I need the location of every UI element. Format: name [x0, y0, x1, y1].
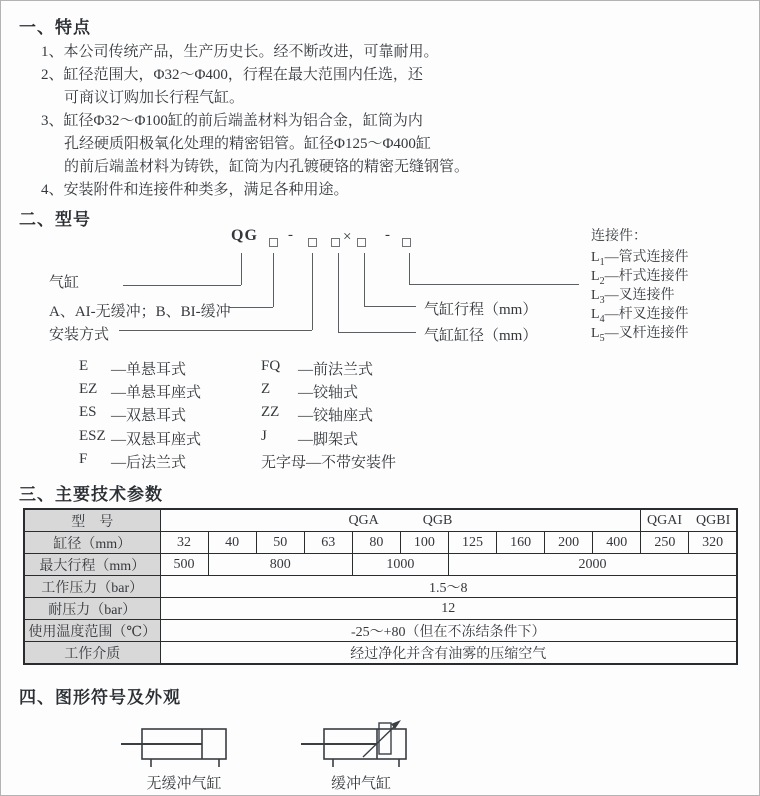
mounting-name: —双悬耳式	[111, 408, 187, 424]
feature-line: 2、缸径范围大，Φ32～Φ400，行程在最大范围内任选，还	[41, 67, 423, 83]
spec-row-stroke	[24, 554, 737, 576]
mounting-name: —单悬耳式	[111, 362, 187, 378]
legend-bore: 气缸缸径（mm）	[424, 328, 538, 344]
spec-cell: 320	[689, 532, 737, 554]
spec-cell: 12	[160, 598, 737, 620]
cushioned-cylinder-symbol	[291, 716, 421, 771]
connector-code: L	[591, 326, 600, 341]
mounting-code: ZZ	[261, 404, 280, 420]
leader-line	[273, 253, 274, 307]
connector-code-sub: 5	[599, 332, 605, 344]
connector-desc: —杆式连接件	[604, 269, 689, 284]
spec-cell: 经过净化并含有油雾的压缩空气	[160, 642, 737, 665]
mounting-name: —后法兰式	[111, 455, 187, 471]
connector-code-sub: 3	[599, 294, 605, 306]
cushioned-cylinder-label: 缓冲气缸	[330, 776, 391, 792]
section-heading-specs: 三、主要技术参数	[19, 485, 163, 504]
leader-line	[364, 306, 416, 307]
spec-cell: 125	[448, 532, 496, 554]
leader-line	[364, 253, 365, 306]
feature-line: 孔经硬质阳极氧化处理的精密铝管。缸径Φ125～Φ400缸	[64, 136, 431, 152]
leader-line	[241, 253, 242, 285]
spec-cell: 200	[545, 532, 593, 554]
connector-desc: —管式连接件	[604, 250, 689, 265]
spec-model-group2	[641, 509, 737, 532]
spec-row-label: 缸径（mm）	[24, 532, 160, 554]
feature-line: 的前后端盖材料为铸铁，缸筒为内孔镀硬铬的精密无缝钢管。	[64, 159, 470, 175]
spec-row-temperature	[24, 620, 737, 642]
spec-row-label: 耐压力（bar）	[24, 598, 160, 620]
spec-cell: 800	[208, 554, 352, 576]
connectors-heading: 连接件：	[591, 229, 647, 244]
spec-model-group1	[160, 509, 641, 532]
mounting-code: 无字母	[261, 455, 307, 471]
connector-code: L	[591, 307, 600, 322]
mounting-name: —铰轴座式	[298, 408, 374, 424]
mounting-code: E	[79, 358, 89, 374]
model-dash: -	[288, 227, 293, 243]
leader-line	[229, 307, 273, 308]
mounting-code: ES	[79, 404, 97, 420]
leader-line	[123, 285, 241, 286]
mounting-code: ESZ	[79, 428, 106, 444]
leader-line	[409, 284, 579, 285]
model-times: ×	[343, 229, 352, 245]
mounting-name: —前法兰式	[298, 362, 374, 378]
mounting-code: EZ	[79, 381, 98, 397]
spec-row-label: 最大行程（mm）	[24, 554, 160, 576]
feature-line: 3、缸径Φ32～Φ100缸的前后端盖材料为铝合金，缸筒为内	[41, 113, 423, 129]
connector-code: L	[591, 250, 600, 265]
spec-cell: 100	[400, 532, 448, 554]
model-placeholder-box	[331, 238, 340, 247]
spec-cell: 2000	[448, 554, 737, 576]
legend-stroke: 气缸行程（mm）	[424, 302, 538, 318]
model-series: QGB	[422, 512, 453, 528]
connector-code-sub: 2	[599, 275, 605, 287]
model-placeholder-box	[357, 238, 366, 247]
spec-row-label: 工作介质	[24, 642, 160, 665]
spec-cell: 400	[593, 532, 641, 554]
model-placeholder-box	[308, 238, 317, 247]
connector-desc: —叉连接件	[604, 288, 675, 303]
spec-cell: 40	[208, 532, 256, 554]
model-series: QGAI	[647, 512, 683, 528]
mounting-code: Z	[261, 381, 271, 397]
leader-line	[338, 332, 416, 333]
mounting-code: J	[261, 428, 267, 444]
legend-cylinder: 气缸	[49, 275, 80, 291]
spec-cell: 160	[497, 532, 545, 554]
connector-code-sub: 1	[599, 256, 605, 268]
model-series: QGA	[348, 512, 379, 528]
legend-cushion-type: A、AI-无缓冲；B、BI-缓冲	[49, 304, 231, 320]
model-placeholder-box	[269, 238, 278, 247]
spec-cell: 32	[160, 532, 208, 554]
spec-cell: -25～+80（但在不冻结条件下）	[160, 620, 737, 642]
connector-desc: —杆叉连接件	[604, 307, 689, 322]
spec-cell: 63	[304, 532, 352, 554]
spec-row-bore	[24, 532, 737, 554]
model-prefix: QG	[231, 227, 258, 244]
spec-cell: 50	[256, 532, 304, 554]
feature-line: 1、本公司传统产品，生产历史长。经不断改进，可靠耐用。	[41, 44, 439, 60]
section-heading-model: 二、型号	[19, 210, 91, 229]
connector-code: L	[591, 269, 600, 284]
model-placeholder-box	[402, 238, 411, 247]
spec-row-label: 使用温度范围（℃）	[24, 620, 160, 642]
connector-desc: —叉杆连接件	[604, 326, 689, 341]
spec-row-medium	[24, 642, 737, 665]
spec-cell: 80	[352, 532, 400, 554]
spec-row-label: 型 号	[24, 509, 160, 532]
connector-code: L	[591, 288, 600, 303]
model-dash: -	[385, 227, 390, 243]
mounting-name: —双悬耳座式	[111, 432, 202, 448]
connector-code-sub: 4	[599, 313, 605, 325]
spec-cell: 250	[641, 532, 689, 554]
mounting-code: F	[79, 451, 88, 467]
spec-cell: 1000	[352, 554, 448, 576]
mounting-name: —脚架式	[298, 432, 359, 448]
leader-line	[119, 330, 312, 331]
section-heading-features: 一、特点	[19, 18, 91, 37]
uncushioned-cylinder-label: 无缓冲气缸	[146, 776, 222, 792]
legend-mounting: 安装方式	[49, 327, 110, 343]
spec-cell: 1.5～8	[160, 576, 737, 598]
spec-row-pressure	[24, 576, 737, 598]
spec-cell: 500	[160, 554, 208, 576]
leader-line	[338, 253, 339, 332]
feature-line: 可商议订购加长行程气缸。	[64, 90, 245, 106]
mounting-row-no-letter	[261, 451, 396, 472]
leader-line	[312, 253, 313, 330]
spec-row-proof-pressure	[24, 598, 737, 620]
mounting-name: —单悬耳座式	[111, 385, 202, 401]
uncushioned-cylinder-symbol	[111, 716, 241, 771]
feature-line: 4、安装附件和连接件种类多，满足各种用途。	[41, 182, 349, 198]
spec-row-model	[24, 509, 737, 532]
spec-row-label: 工作压力（bar）	[24, 576, 160, 598]
model-series: QGBI	[696, 512, 731, 528]
mounting-code: FQ	[261, 358, 281, 374]
mounting-name: —铰轴式	[298, 385, 359, 401]
spec-table	[23, 508, 738, 665]
leader-line	[409, 253, 410, 284]
section-heading-symbols: 四、图形符号及外观	[19, 688, 181, 707]
connector-item	[591, 322, 689, 344]
mounting-name: —不带安装件	[306, 455, 397, 471]
